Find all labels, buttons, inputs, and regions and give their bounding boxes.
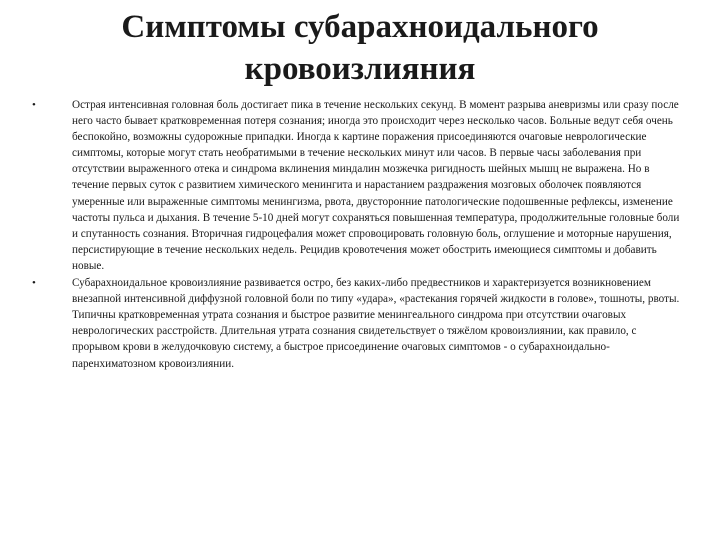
bullet-icon: •	[32, 277, 36, 290]
bullet-text: Острая интенсивная головная боль достигает пика в течение нескольких секунд. В момент разрыва аневризмы или сразу после него часто бывает кратковременная потеря сознания; иногда это происходит через несколько часов. Больные ведут себя очень беспокойно, возможны судорожные припадки. Иногда к картине поражения присоединяются очаговые неврологические симптомы, которые могут стать необратимыми в течение нескольких минут или часов. В первые часы заболевания при отсутствии выраженного отека и синдрома вклинения миндалин мозжечка ригидность шейных мышц не выражена. Но в течение первых суток с развитием химического менингита и нарастанием раздражения мозговых оболочек появляются умеренные или выраженные симптомы менингизма, рвота, двусторонние патологические подошвенные рефлексы, изменение частоты пульса и дыхания. В течение 5-10 дней могут сохраняться повышенная температура, продолжительные головные боли и спутанность сознания. Вторичная гидроцефалия может спровоцировать головную боль, оглушение и моторные нарушения, персистирующие в течение нескольких недель. Рецидив кровотечения может обострить имеющиеся симптомы и добавить новые.	[72, 99, 680, 272]
bullet-list	[28, 97, 680, 372]
bullet-item	[28, 97, 680, 274]
bullet-icon: •	[32, 99, 36, 111]
bullet-item	[28, 275, 680, 372]
slide-title: Симптомы субарахноидального кровоизлияния	[121, 9, 599, 87]
bullet-text: Субарахноидальное кровоизлияние развивается остро, без каких-либо предвестников и характеризуется возникновением внезапной интенсивной диффузной головной боли по типу «удара», «растекания горячей жидкости в голове», тошноты, рвоты. Типичны кратковременная утрата сознания и быстрое развитие менингеального синдрома при отсутствии очаговых неврологических расстройств. Длительная утрата сознания свидетельствует о тяжёлом кровоизлиянии, как правило, с прорывом крови в желудочковую систему, а быстрое присоединение очаговых симптомов - о субарахноидально-паренхиматозном кровоизлиянии.	[72, 277, 680, 370]
